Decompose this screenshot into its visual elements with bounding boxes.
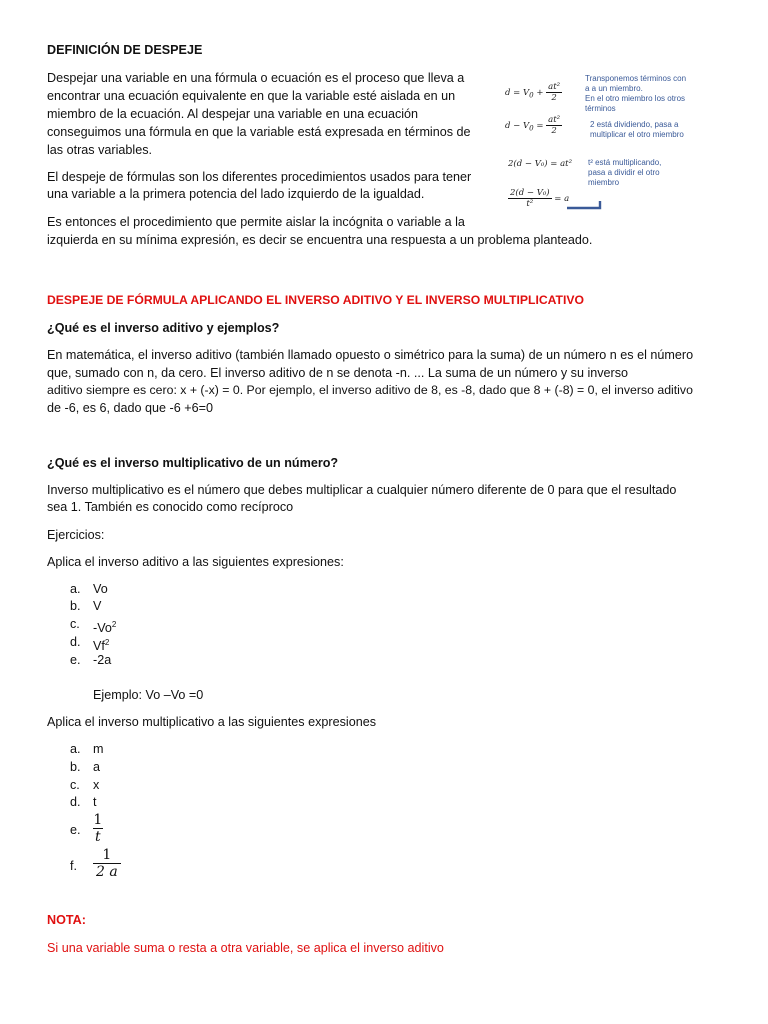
list-marker: c. bbox=[70, 778, 80, 792]
text-line: conseguimos una fórmula en que la variable está expresada en términos de bbox=[47, 125, 471, 139]
eq-text: d − V bbox=[505, 121, 530, 131]
eq-num: at² bbox=[548, 115, 561, 125]
list-marker: e. bbox=[70, 823, 81, 837]
eq-num: 2(d − V₀) bbox=[510, 188, 550, 198]
eq-den: 2 bbox=[546, 125, 562, 136]
annotation-line: pasa a dividir el otro bbox=[588, 168, 660, 177]
annotation-line: a a un miembro. bbox=[585, 84, 643, 93]
annotation-line: términos bbox=[585, 104, 616, 113]
text-line: sea 1. También es conocido como recíproco bbox=[47, 500, 294, 514]
exponent: 2 bbox=[104, 638, 110, 647]
list-marker: d. bbox=[70, 635, 81, 649]
expr: V bbox=[93, 599, 102, 613]
list-marker: d. bbox=[70, 795, 81, 809]
eq-text: + bbox=[533, 88, 547, 98]
annotation-line: t² está multiplicando, bbox=[588, 158, 662, 167]
annotation-line: Transponemos términos con bbox=[585, 74, 687, 83]
section-title-despeje: DESPEJE DE FÓRMULA APLICANDO EL INVERSO ADITIVO Y EL INVERSO MULTIPLICATIVO bbox=[47, 293, 584, 307]
eq-den: t² bbox=[508, 198, 552, 209]
eq-sub: 0 bbox=[529, 123, 534, 133]
despeje-example-figure bbox=[500, 68, 700, 218]
instruction-inverso-multiplicativo: Aplica el inverso multiplicativo a las siguientes expresiones bbox=[47, 715, 376, 729]
text-line: Inverso multiplicativo es el número que debes multiplicar a cualquier número diferente de 0 para que el resultado bbox=[47, 483, 677, 497]
text-line: las otras variables. bbox=[47, 143, 152, 157]
expr: -Vo bbox=[93, 621, 112, 636]
list-item-text: m bbox=[93, 742, 104, 756]
fraction-denominator: t bbox=[95, 829, 101, 845]
text-line: que, sumado con n, da cero. El inverso aditivo de n se denota -n. ... La suma de un número y su inverso bbox=[47, 366, 629, 380]
example-text: Ejemplo: Vo –Vo =0 bbox=[93, 688, 204, 702]
eq-den: 2 bbox=[546, 92, 562, 103]
equation-2 bbox=[505, 115, 562, 136]
fraction-numerator: 1 bbox=[102, 847, 112, 863]
list-marker: e. bbox=[70, 653, 81, 667]
text-line: una variable a la primera potencia del lado izquierdo de la igualdad. bbox=[47, 187, 425, 201]
equation-1 bbox=[505, 82, 562, 103]
list-marker: b. bbox=[70, 760, 81, 774]
list-marker: a. bbox=[70, 582, 81, 596]
text-line: El despeje de fórmulas son los diferentes procedimientos usados para tener bbox=[47, 170, 472, 184]
eq-num: at² bbox=[548, 82, 561, 92]
annotation-2 bbox=[590, 120, 684, 140]
list-marker: b. bbox=[70, 599, 81, 613]
text-line: de -6, es 6, dado que -6 +6=0 bbox=[47, 401, 213, 415]
annotation-1 bbox=[585, 74, 686, 114]
text-line: Despejar una variable en una fórmula o ecuación es el proceso que lleva a bbox=[47, 71, 465, 85]
text-line: Es entonces el procedimiento que permite aislar la incógnita o variable a la bbox=[47, 215, 465, 229]
eq-text: d = V bbox=[505, 88, 530, 98]
equation-3: 2(d − V₀) = at² bbox=[508, 159, 572, 169]
fraction-one-over-t bbox=[93, 812, 103, 846]
eq-fraction bbox=[546, 115, 562, 136]
annotation-line: miembro bbox=[588, 178, 620, 187]
list-marker: c. bbox=[70, 617, 80, 631]
fraction-one-over-2a bbox=[93, 847, 121, 881]
text-line: encontrar una ecuación equivalente en que la variable esté aislada en un bbox=[47, 89, 456, 103]
annotation-line: En el otro miembro los otros bbox=[585, 94, 686, 103]
annotation-line: multiplicar el otro miembro bbox=[590, 130, 684, 139]
expr: Vo bbox=[93, 582, 108, 596]
eq-sub: 0 bbox=[529, 90, 534, 100]
equation-4 bbox=[508, 188, 569, 209]
question-inverso-aditivo: ¿Qué es el inverso aditivo y ejemplos? bbox=[47, 321, 280, 335]
bracket-mark bbox=[566, 200, 604, 210]
eq-fraction bbox=[508, 188, 552, 209]
list-item-text bbox=[93, 581, 108, 598]
expr: Vf bbox=[93, 639, 105, 654]
list-marker: f. bbox=[70, 859, 77, 873]
question-inverso-multiplicativo: ¿Qué es el inverso multiplicativo de un número? bbox=[47, 456, 339, 470]
list-item-text: t bbox=[93, 795, 97, 809]
list-item-text: x bbox=[93, 778, 100, 792]
section-title-definicion: DEFINICIÓN DE DESPEJE bbox=[47, 43, 203, 57]
annotation-line: 2 está dividiendo, pasa a bbox=[590, 120, 679, 129]
nota-text: Si una variable suma o resta a otra variable, se aplica el inverso aditivo bbox=[47, 941, 444, 955]
expr: -2a bbox=[93, 653, 112, 667]
text-line: En matemática, el inverso aditivo (también llamado opuesto o simétrico para la suma) de un número n es el número bbox=[47, 348, 694, 362]
nota-label: NOTA: bbox=[47, 913, 86, 927]
ejercicios-label: Ejercicios: bbox=[47, 528, 105, 542]
text-line: aditivo siempre es cero: x + (-x) = 0. Por ejemplo, el inverso aditivo de 8, es -8, dado que 8 + (-8) = 0, el inverso aditivo bbox=[47, 383, 693, 397]
eq-text: = bbox=[533, 121, 547, 131]
fraction-denominator: 2 a bbox=[93, 863, 121, 881]
list-marker: a. bbox=[70, 742, 81, 756]
eq-text: = a bbox=[551, 194, 570, 204]
text-line: miembro de la ecuación. Al despejar una variable en una ecuación bbox=[47, 107, 419, 121]
fraction-numerator: 1 bbox=[93, 812, 103, 828]
instruction-inverso-aditivo: Aplica el inverso aditivo a las siguientes expresiones: bbox=[47, 555, 344, 569]
list-item-text bbox=[93, 652, 111, 669]
eq-fraction bbox=[546, 82, 562, 103]
annotation-3 bbox=[588, 158, 661, 188]
exponent: 2 bbox=[111, 620, 117, 629]
list-item-text: a bbox=[93, 760, 101, 774]
text-line: izquierda en su mínima expresión, es decir se encuentra una respuesta a un problema planteado. bbox=[47, 233, 593, 247]
list-item-text bbox=[93, 598, 101, 615]
